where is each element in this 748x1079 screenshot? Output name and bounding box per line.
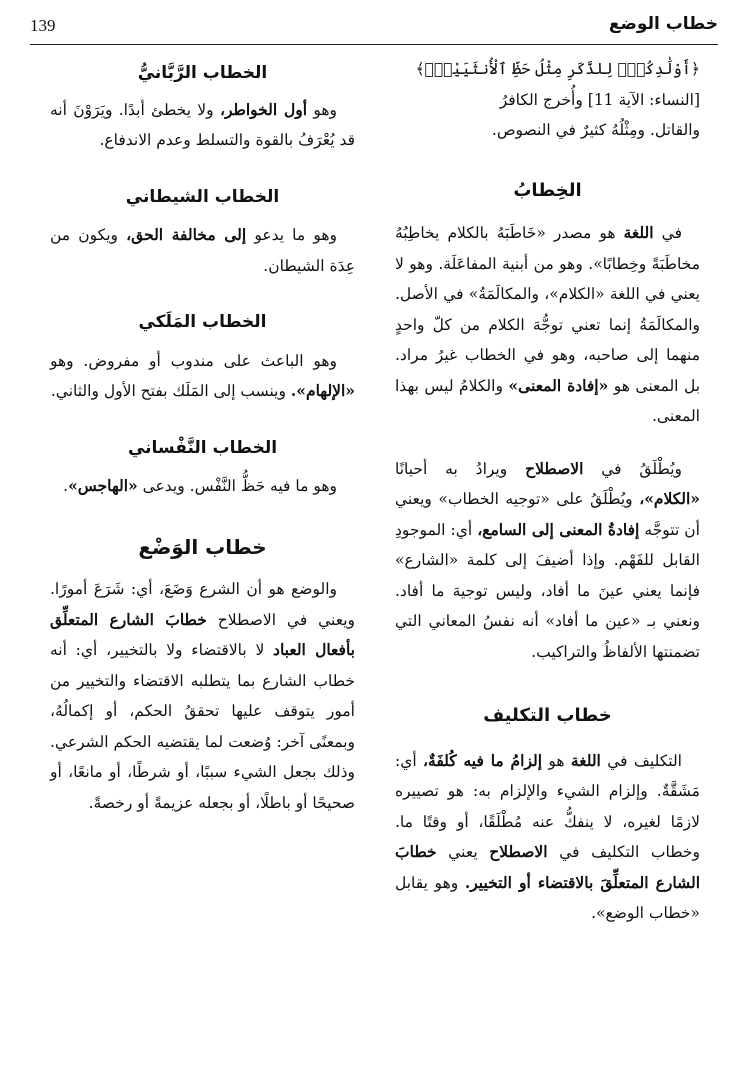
heading-khitab: الخِطابُ — [513, 179, 582, 201]
paragraph-rabbani: وهو أول الخواطر، ولا يخطئ أبدًا. ويَرَوْنَ أنه قد يُعْرَفُ بالقوة والتسلط وعدم الاندفاع. — [50, 99, 355, 149]
paragraph-wad: والوضع هو أن الشرع وَضَعَ، أي: شَرَعَ أمورًا. ويعني في الاصطلاح خطابَ الشارع المتعلِّق بأفعال العباد لا بالاقتضاء ولا بالتخيير، أي: أنه خطاب الشارع بما يتطلبه الاقتضاء والتخيير من أمور يتوقف عليها تحققُ الحكم، أو إكمالُهُ، وبمعنًى آخر: وُضعت لما يقتضيه الحكم الشرعي. وذلك بجعل الشيء سببًا، أو شرطًا، أو مانعًا، أو صحيحًا أو باطلًا، أو بجعله عزيمةً أو رخصةً. — [50, 580, 356, 812]
paragraph-shaytani: وهو ما يدعو إلى مخالفة الحق، ويكون من عِدَة الشيطان. — [50, 225, 355, 275]
paragraph-khitab-term: ويُطْلَقُ في الاصطلاح ويرادُ به أحيانًا «الكلام»، ويُطْلَقُ على «توجيه الخطاب» ويعني أن تتوجَّه إفادةُ المعنى إلى السامع، أي: الموجودِ القابل للفَهْم. وإذا أضيفَ إلى كلمة «الشارع» فإنما يعني عينَ ما أفاد، وليس توجيهَ ما أفاد. ونعني بـ «عين ما أفاد» أنه نفسُ المعاني التي تضمنتها الألفاظُ والتراكيب. — [395, 458, 700, 661]
heading-malaki: الخطاب المَلَكي — [138, 312, 267, 332]
verse-reference: [النساء: الآية 11] وأُخرج الكافرُ — [499, 90, 700, 109]
header-rule — [30, 44, 718, 45]
paragraph-gap — [395, 432, 700, 454]
quranic-verse: ﴿أَوْلَٰدِكُمْۖ لِلذَّكَرِ مِثْلُ حَظِّ ٱلْأُنثَيَيْنِۚ﴾ — [415, 60, 700, 78]
paragraph-nafsani: وهو ما فيه حَظُّ النَّفْس. ويدعى «الهاجس». — [63, 476, 337, 495]
heading-taklif: خطاب التكليف — [483, 705, 612, 726]
paragraph-taklif: التكليف في اللغة هو إلزامُ ما فيه كُلفَةٌ، أي: مَشَقَّةٌ. وإلزام الشيء والإلزام به: هو تصييره لازمًا لغيره، لا ينفكُّ عنه مُطْلَقًا، أو وقتًا ما. وخطاب التكليف في الاصطلاح يعني خطابَ الشارع المتعلِّقَ بالاقتضاء أو التخيير. وهو يقابل «خطاب الوضع». — [395, 750, 700, 922]
right-column — [395, 54, 700, 1059]
page-number: 139 — [30, 16, 56, 35]
running-title: خطاب الوضع — [608, 14, 718, 34]
heading-nafsani: الخطاب النَّفْساني — [127, 437, 278, 458]
running-header — [30, 10, 718, 46]
paragraph-khitab-language: في اللغة هو مصدر «خَاطَبَهُ بالكلام يخاطِبُهُ مخاطَبَةً وخِطابًا». وهو من أبنية المفاعَلَة. وهو لا يعني في اللغة «الكلام»، والمكالَمَةُ» في الأصل. والمكالَمَةُ إنما تعني توجُّهَ الكلام من كلّ واحدٍ منهما إلى صاحبه، وهو في الخطاب غيرُ مراد. بل المعنى هو «إفادة المعنى» والكلامُ ليس بهذا المعنى. — [395, 223, 701, 425]
paragraph-malaki: وهو الباعث على مندوب أو مفروض. وهو «الإلهام». وينسب إلى المَلَك بفتح الأول والثاني. — [50, 351, 355, 400]
left-column — [50, 54, 355, 1059]
heading-wad: خطاب الوَضْع — [138, 534, 267, 559]
heading-rabbani: الخطاب الرَّبَّانيُّ — [137, 63, 268, 83]
heading-shaytani: الخطاب الشيطاني — [125, 186, 280, 207]
verse-continuation: والقاتل. ومِثْلُهُ كثيرٌ في النصوص. — [491, 121, 700, 139]
